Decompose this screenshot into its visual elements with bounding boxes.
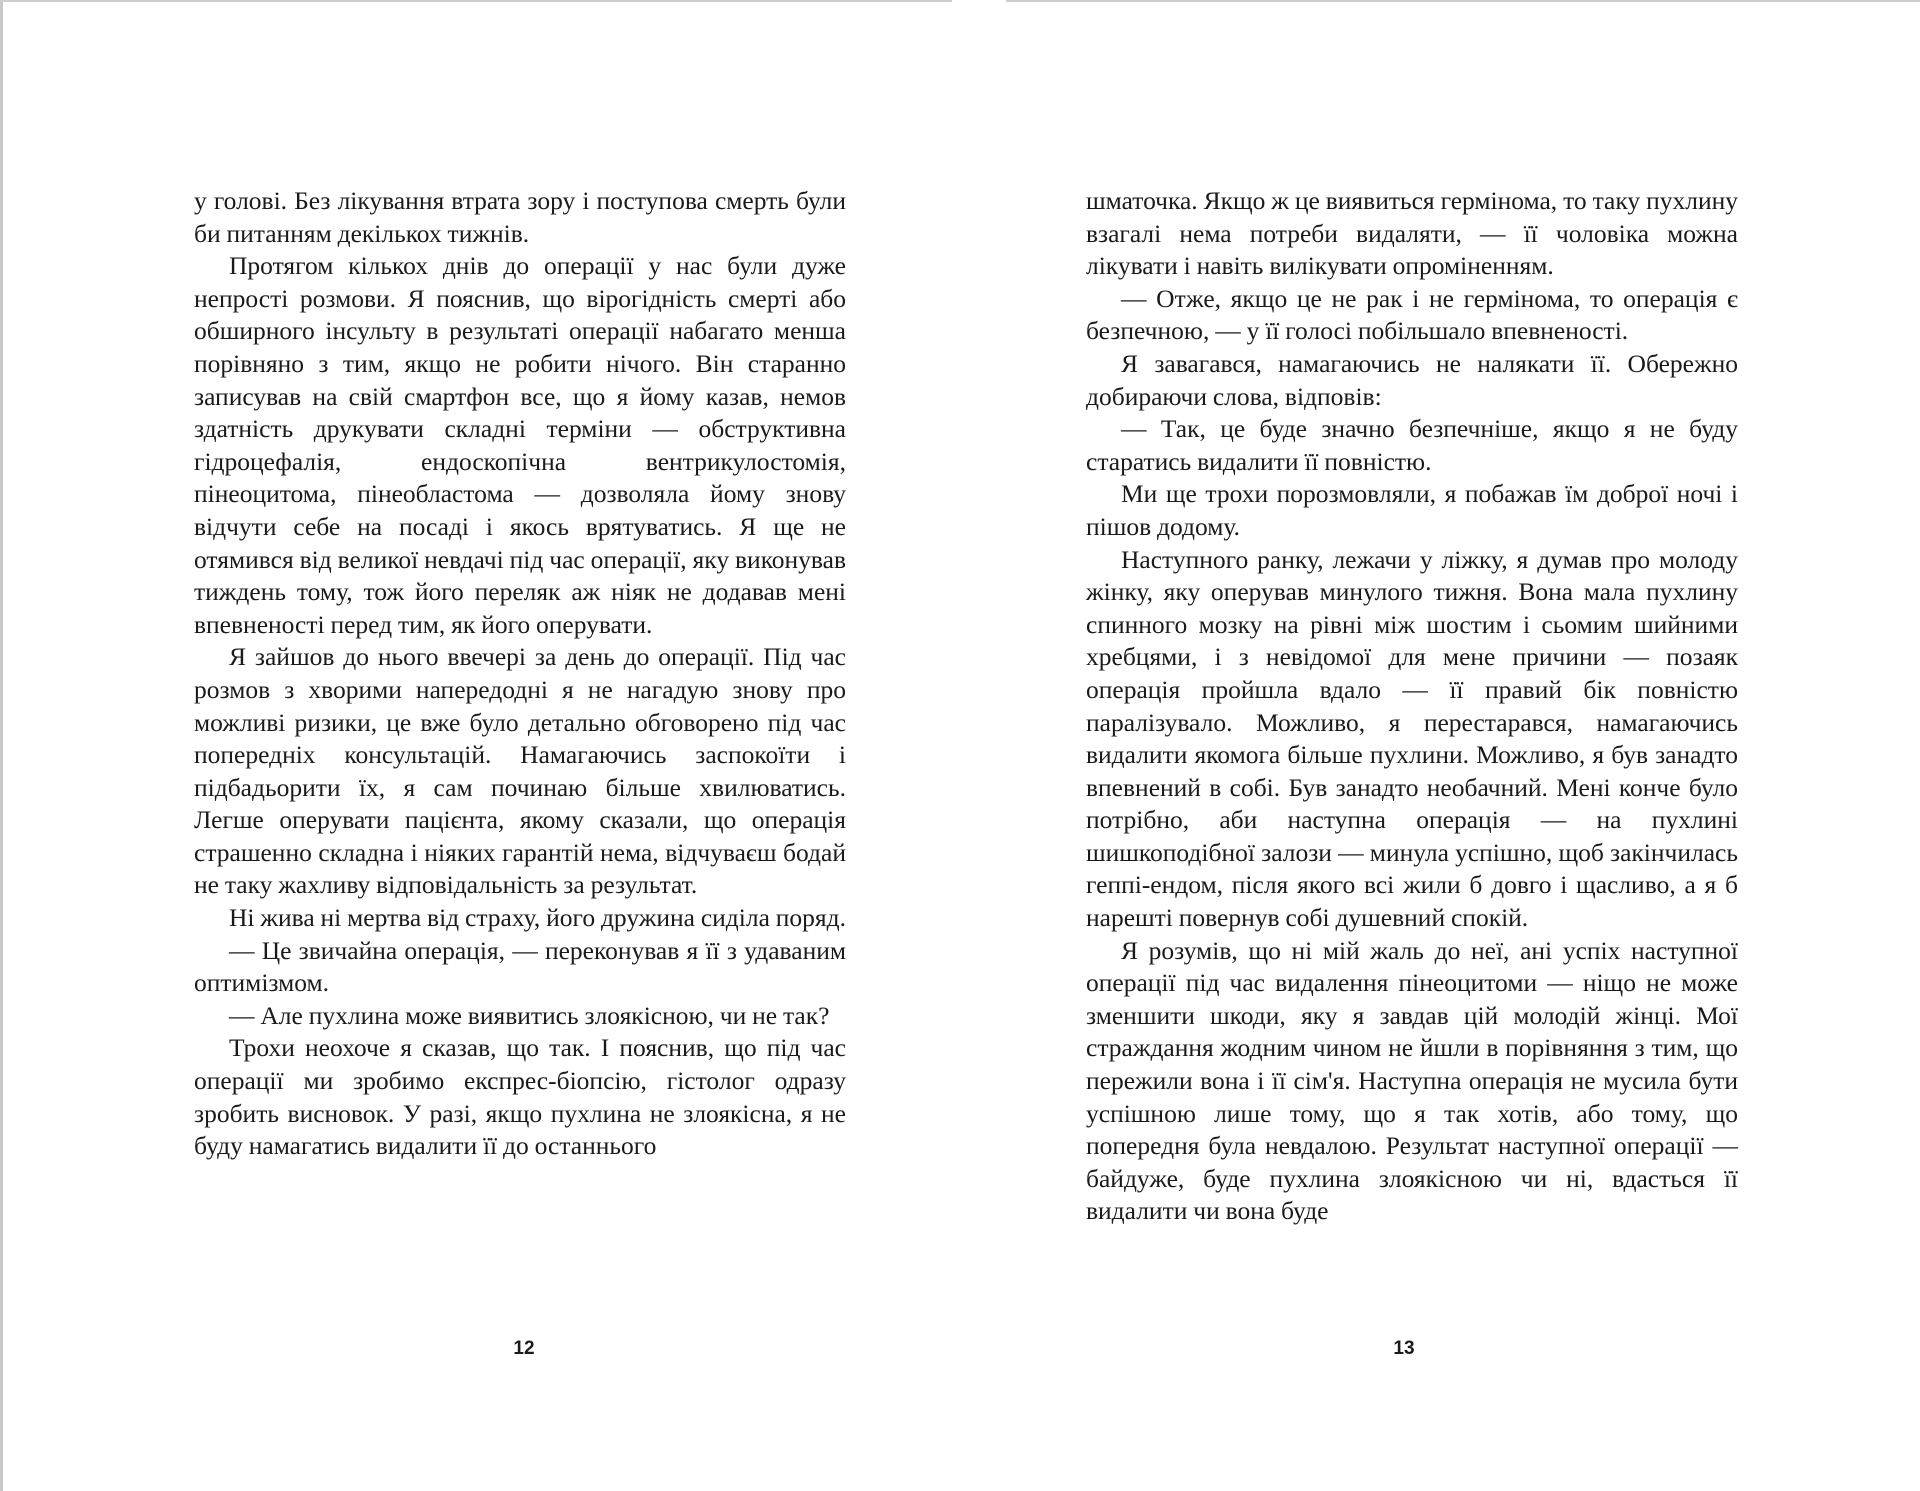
page-number-left: 12 <box>513 1338 535 1359</box>
right-page <box>1086 185 1738 1228</box>
spread-edge <box>0 0 3 1491</box>
top-rule-right <box>1006 0 1920 2</box>
page-number-right: 13 <box>1393 1338 1415 1359</box>
paragraph: Я завагався, намагаючись не налякати її. Обережно добираючи слова, відповів: <box>1086 348 1738 411</box>
paragraph: — Отже, якщо це не рак і не гермінома, то операція є безпечною, — у її голосі побільшало впевненості. <box>1086 283 1738 346</box>
paragraph: Наступного ранку, лежачи у ліжку, я думав про молоду жінку, яку оперував минулого тижня. Вона мала пухлину спинного мозку на рівні між шостим і сьомим шийними хребцями, і з невідомої для мене причини — позаяк операція пройшла вдало — її правий бік повністю паралізувало. Можливо, я перестарався, намагаючись видалити якомога більше пухлини. Можливо, я був занадто впевнений в собі. Був занадто необачний. Мені конче було потрібно, аби наступна операція — на пухлині шишкоподібної залози — минула успішно, щоб закінчилась геппі-ендом, після якого всі жили б довго і щасливо, а я б нарешті повернув собі душевний спокій. <box>1086 544 1738 933</box>
paragraph: Ні жива ні мертва від страху, його дружина сиділа поряд. <box>229 903 847 933</box>
paragraph: Протягом кількох днів до операції у нас були дуже непрості розмови. Я пояснив, що вірогідність смерті або обширного інсульту в результаті операції набагато менша порівняно з тим, якщо не робити нічого. Він старанно записував на свій смартфон все, що я йому казав, немов здатність друкувати складні терміни — обструктивна гідроцефалія, ендоскопічна вентрикулостомія, пінеоцитома, пінеобластома — дозволяла йому знову відчути себе на посаді і якось врятуватись. Я ще не отямився від великої невдачі під час операції, яку виконував тиждень тому, тож його переляк аж ніяк не додавав мені впевненості перед тим, як його оперувати. <box>194 251 846 639</box>
left-page <box>194 185 846 1163</box>
paragraph: — Але пухлина може виявитись злоякісною, чи не так? <box>229 1000 830 1030</box>
paragraph: — Так, це буде значно безпечніше, якщо я не буду старатись видалити її повністю. <box>1086 414 1738 476</box>
paragraph: Трохи неохоче я сказав, що так. І пояснив, що під час операції ми зробимо експрес-біопсію, гістолог одразу зробить висновок. У разі, якщо пухлина не злоякісна, я не буду намагатись видалити її до останнього <box>194 1033 846 1161</box>
paragraph: Ми ще трохи порозмовляли, я побажав їм доброї ночі і пішов додому. <box>1086 479 1738 541</box>
paragraph: Я зайшов до нього ввечері за день до операції. Під час розмов з хворими напередодні я не нагадую знову про можливі ризики, це вже було детально обговорено під час попередніх консультацій. Намагаючись заспокоїти і підбадьорити їх, я сам починаю більше хвилюватись. Легше оперувати пацієнта, якому сказали, що операція страшенно складна і ніяких гарантій нема, відчуваєш бодай не таку жахливу відповідальність за результат. <box>194 642 846 900</box>
top-rule-left <box>0 0 952 2</box>
paragraph: Я розумів, що ні мій жаль до неї, ані успіх наступної операції під час видалення пінеоцитоми — ніщо не може зменшити шкоди, яку я завдав цій молодій жінці. Мої страждання жодним чином не йшли в порівняння з тим, що пережили вона і її сім'я. Наступна операція не мусила бути успішною лише тому, що я так хотів, або тому, що попередня була невдалою. Результат наступної операції — байдуже, буде пухлина злоякісною чи ні, вдасться її видалити чи вона буде <box>1086 935 1738 1226</box>
paragraph: — Це звичайна операція, — переконував я її з удаваним оптимізмом. <box>194 935 846 998</box>
paragraph: у голові. Без лікування втрата зору і поступова смерть були би питанням декількох тижнів. <box>194 186 846 248</box>
paragraph: шматочка. Якщо ж це виявиться гермінома, то таку пухлину взагалі нема потреби видаляти, — її чоловіка можна лікувати і навіть вилікувати опроміненням. <box>1086 186 1738 281</box>
